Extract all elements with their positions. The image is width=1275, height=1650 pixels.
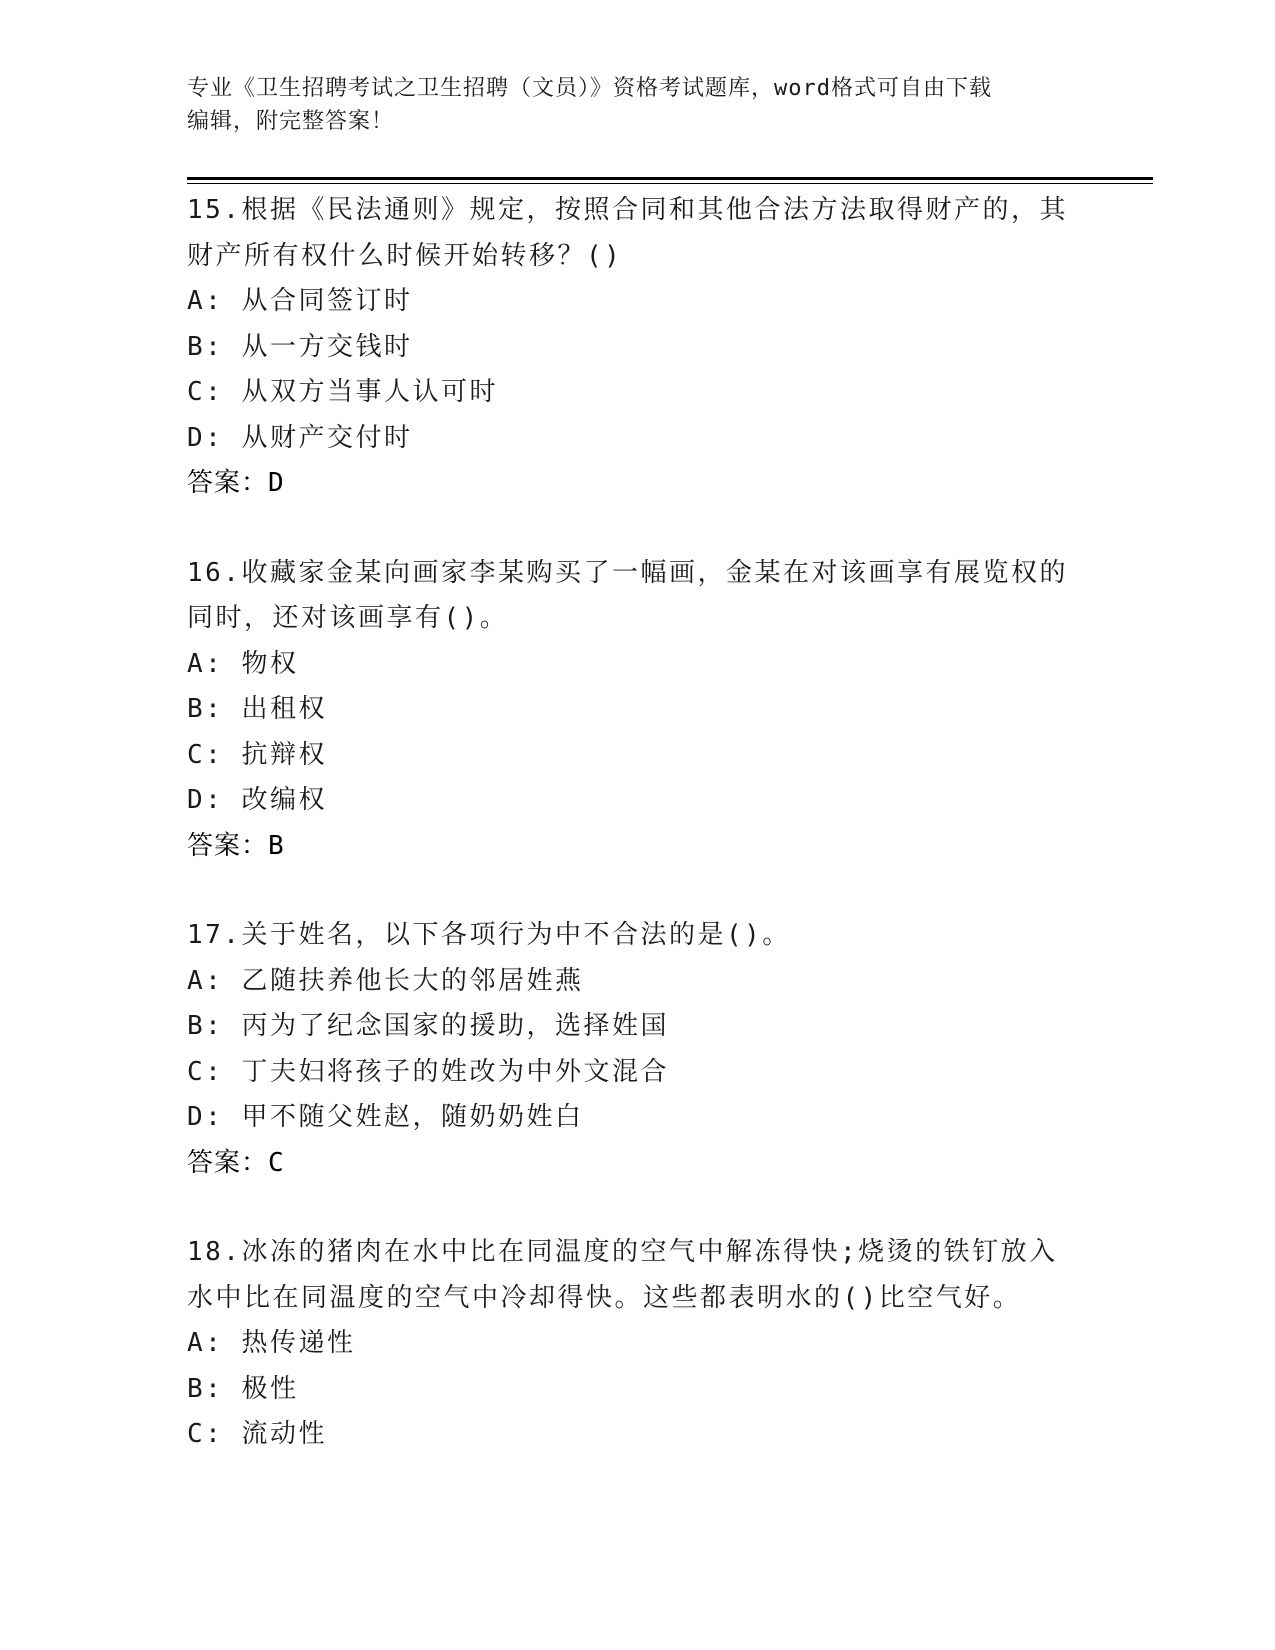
question-stem-line-2: 财产所有权什么时候开始转移？() [187, 240, 623, 271]
question-list [187, 188, 1087, 1502]
question-15 [187, 188, 1087, 507]
question-stem-line-2: 水中比在同温度的空气中冷却得快。这些都表明水的()比空气好。 [187, 1282, 1022, 1313]
option-b: B: 丙为了纪念国家的援助，选择姓国 [187, 1011, 669, 1041]
question-stem-line-1: 18.冰冻的猪肉在水中比在同温度的空气中解冻得快;烧烫的铁钉放入 [187, 1237, 1058, 1267]
question-17 [187, 913, 1087, 1186]
option-c: C: 丁夫妇将孩子的姓改为中外文混合 [187, 1056, 669, 1087]
option-b: B: 出租权 [187, 694, 327, 724]
question-stem-line-1: 15.根据《民法通则》规定，按照合同和其他合法方法取得财产的，其 [187, 195, 1068, 225]
option-d: D: 改编权 [187, 785, 327, 815]
option-d: D: 甲不随父姓赵，随奶奶姓白 [187, 1102, 584, 1132]
document-header [187, 72, 1087, 138]
header-line-2: 编辑，附完整答案！ [187, 109, 395, 134]
header-divider-thin [187, 183, 1153, 184]
option-d: D: 从财产交付时 [187, 422, 413, 453]
question-16 [187, 551, 1087, 870]
option-b: B: 从一方交钱时 [187, 331, 413, 362]
option-c: C: 从双方当事人认可时 [187, 377, 498, 407]
header-line-1: 专业《卫生招聘考试之卫生招聘（文员）》资格考试题库，word格式可自由下载 [187, 76, 992, 101]
option-a: A: 从合同签订时 [187, 286, 413, 316]
answer: 答案：D [187, 468, 285, 498]
question-stem-line-1: 17.关于姓名，以下各项行为中不合法的是()。 [187, 920, 791, 950]
option-b: B: 极性 [187, 1373, 299, 1404]
question-stem-line-1: 16.收藏家金某向画家李某购买了一幅画，金某在对该画享有展览权的 [187, 557, 1068, 588]
answer: 答案：B [187, 830, 285, 861]
option-a: A: 物权 [187, 648, 299, 679]
answer: 答案：C [187, 1147, 285, 1178]
question-stem-line-2: 同时，还对该画享有()。 [187, 603, 509, 633]
option-a: A: 乙随扶养他长大的邻居姓燕 [187, 965, 584, 996]
option-c: C: 抗辩权 [187, 739, 327, 770]
header-divider-thick [187, 177, 1153, 180]
option-c: C: 流动性 [187, 1419, 327, 1449]
question-18 [187, 1230, 1087, 1458]
option-a: A: 热传递性 [187, 1328, 356, 1358]
